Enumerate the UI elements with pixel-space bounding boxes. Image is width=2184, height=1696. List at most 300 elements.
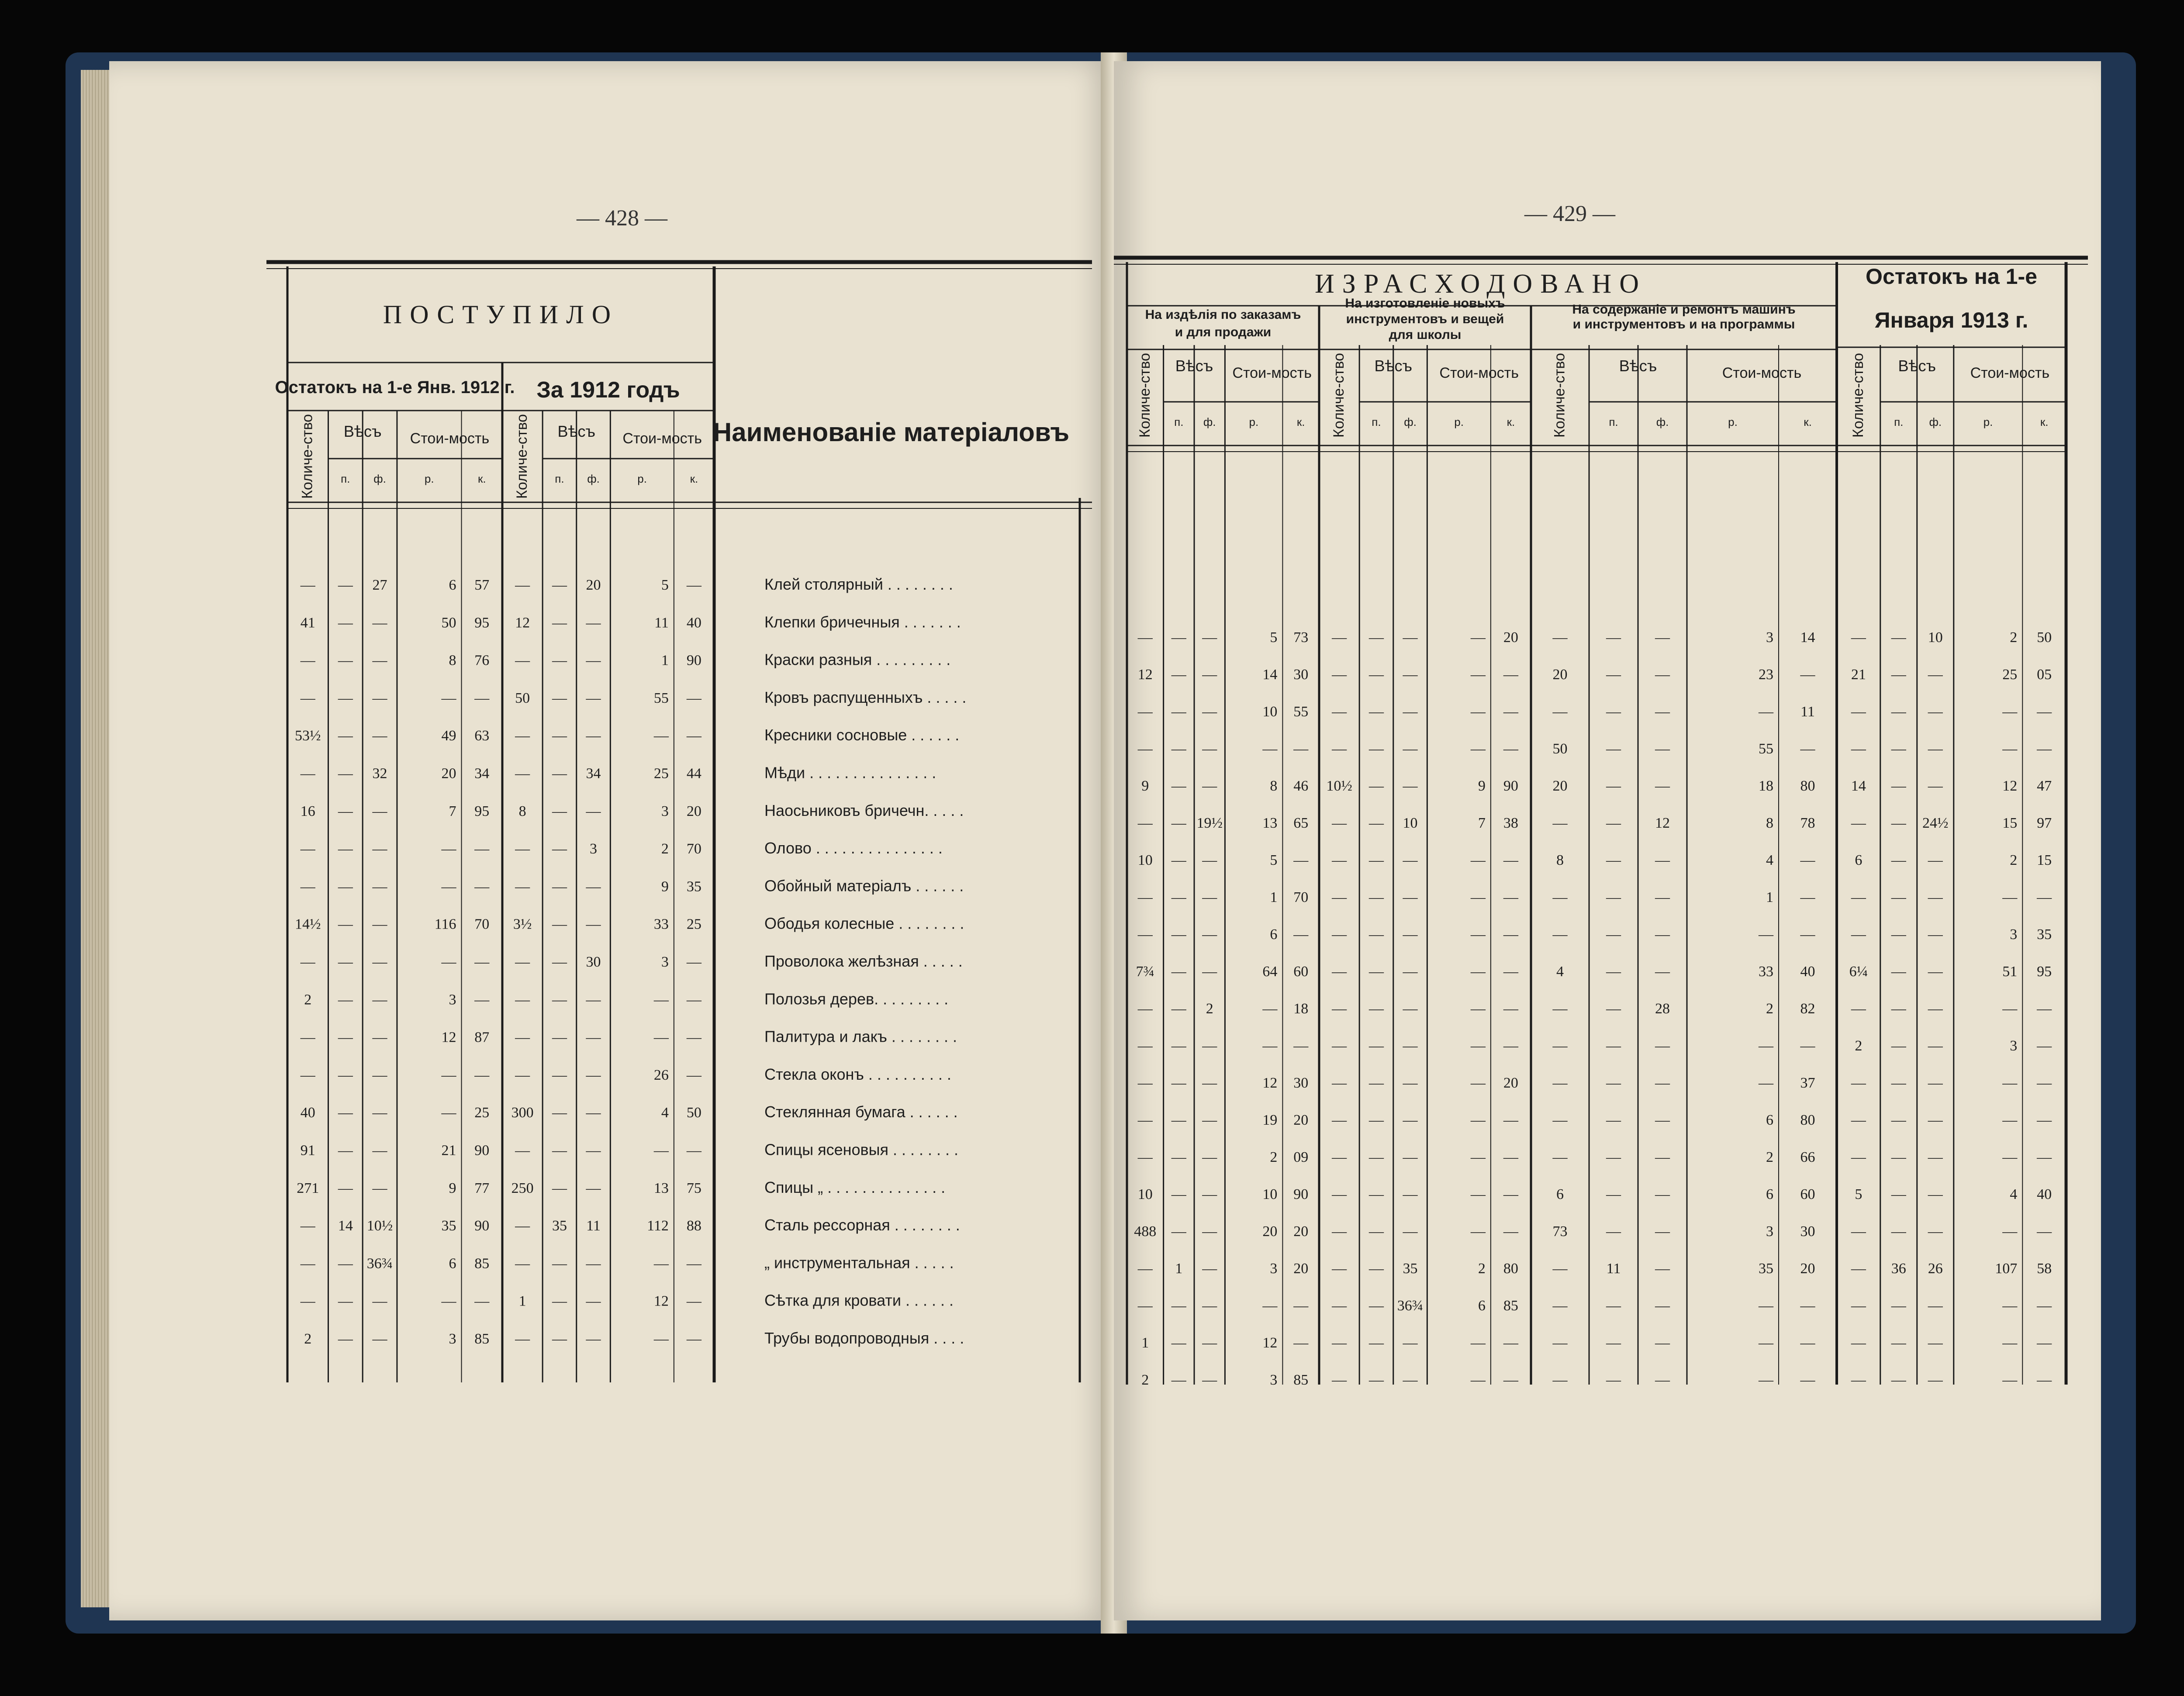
right-cell: — <box>1332 964 1347 980</box>
year-weight-label: Вѣсъ <box>557 422 596 440</box>
right-cell: — <box>1851 1001 1866 1017</box>
left-cell: — <box>686 1029 702 1046</box>
right-cell: 85 <box>1293 1372 1309 1388</box>
right-cell: — <box>1293 1038 1309 1054</box>
left-cell: — <box>300 765 315 782</box>
left-cell: 63 <box>474 728 490 744</box>
section-title-received: ПОСТУПИЛО <box>383 300 619 329</box>
left-cell: — <box>372 878 387 895</box>
right-cell: 36¾ <box>1397 1298 1424 1314</box>
right-cell: — <box>1368 1335 1384 1351</box>
right-cell: — <box>1332 1149 1347 1165</box>
right-cell: — <box>1470 1112 1486 1128</box>
right-cell: — <box>1851 1149 1866 1165</box>
left-cell: — <box>441 1105 456 1121</box>
right-cell: — <box>1293 926 1309 943</box>
left-cell: 300 <box>511 1105 534 1121</box>
right-cell: 6 <box>1855 852 1863 868</box>
right-cell: 12 <box>1262 1335 1278 1351</box>
left-cell: — <box>338 878 353 895</box>
left-cell: — <box>515 1218 530 1234</box>
right-cell: — <box>1403 741 1418 757</box>
orders-grp-p-label: п. <box>1174 415 1184 428</box>
right-cell: — <box>2002 1075 2018 1091</box>
right-cell: — <box>1202 1075 1217 1091</box>
right-cell: — <box>1606 1223 1621 1240</box>
left-cell: — <box>686 1067 702 1083</box>
right-cell: — <box>1759 1372 1773 1388</box>
right-cell: 14 <box>1851 778 1866 794</box>
right-cell: — <box>1403 964 1418 980</box>
left-cell: — <box>372 1067 387 1083</box>
end-grp-weight-label: Вѣсъ <box>1898 357 1936 375</box>
left-cell: — <box>474 841 490 857</box>
right-cell: 3 <box>1766 629 1773 646</box>
right-cell: — <box>1202 704 1217 720</box>
right-cell: — <box>1655 889 1670 905</box>
material-name: Проволока желѣзная . . . . . <box>764 952 963 970</box>
right-cell: — <box>1332 741 1347 757</box>
right-cell: — <box>1137 926 1153 943</box>
left-cell: 40 <box>300 1105 315 1121</box>
right-cell: — <box>1470 629 1486 646</box>
right-cell: — <box>1851 704 1866 720</box>
right-cell: — <box>1202 1335 1217 1351</box>
right-cell: — <box>1891 1149 1906 1165</box>
right-cell: — <box>1606 1335 1621 1351</box>
left-cell: 91 <box>300 1142 315 1159</box>
right-cell: — <box>1552 1112 1568 1128</box>
material-name: Стеклянная бумага . . . . . . <box>764 1103 958 1121</box>
left-cell: — <box>372 1331 387 1347</box>
right-cell: — <box>1332 1186 1347 1202</box>
right-cell: — <box>1891 1038 1906 1054</box>
right-cell: — <box>1368 1038 1384 1054</box>
right-cell: — <box>1655 1372 1670 1388</box>
right-cell: 6 <box>1766 1112 1773 1128</box>
right-cell: 1 <box>1270 889 1278 905</box>
right-cell: — <box>1891 1372 1906 1388</box>
left-cell: — <box>552 878 567 895</box>
right-cell: — <box>1891 1186 1906 1202</box>
right-cell: 2 <box>1766 1001 1773 1017</box>
left-cell: — <box>372 841 387 857</box>
right-cell: — <box>1368 889 1384 905</box>
right-cell: 12 <box>1655 815 1670 831</box>
right-cell: — <box>1606 1038 1621 1054</box>
right-cell: — <box>1137 1038 1153 1054</box>
right-cell: 55 <box>1759 741 1773 757</box>
right-cell: 4 <box>1766 852 1773 868</box>
right-cell: — <box>1403 1038 1418 1054</box>
year-r-label: р. <box>637 472 647 485</box>
right-cell: — <box>1403 926 1418 943</box>
left-cell: 95 <box>474 803 490 819</box>
right-cell: 8 <box>1556 852 1564 868</box>
right-cell: — <box>1928 1038 1943 1054</box>
right-cell: 5 <box>1270 852 1278 868</box>
right-cell: — <box>1332 1112 1347 1128</box>
right-cell: 95 <box>2037 964 2052 980</box>
end-grp-p-label: п. <box>1894 415 1904 428</box>
right-cell: — <box>1332 1261 1347 1277</box>
right-cell: — <box>1368 1186 1384 1202</box>
right-cell: — <box>1470 1038 1486 1054</box>
right-cell: — <box>1928 1075 1943 1091</box>
right-cell: 20 <box>1503 629 1518 646</box>
maint-grp-k-label: к. <box>1804 415 1812 428</box>
material-name: Обойный матеріалъ . . . . . . <box>764 877 964 895</box>
left-cell: 1 <box>518 1293 526 1309</box>
year-f-label: ф. <box>587 472 600 485</box>
left-cell: 12 <box>515 615 530 631</box>
left-cell: 88 <box>686 1218 702 1234</box>
material-name: Сталь рессорная . . . . . . . . <box>764 1216 960 1234</box>
right-cell: — <box>1891 1335 1906 1351</box>
left-cell: 8 <box>518 803 526 819</box>
right-cell: 6 <box>1556 1186 1564 1202</box>
right-cell: — <box>1403 1223 1418 1240</box>
right-ledger-table <box>1114 61 2101 1620</box>
right-cell: — <box>1403 629 1418 646</box>
year-qty-label: Количе-ство <box>514 414 531 499</box>
right-cell: — <box>1851 1372 1866 1388</box>
left-cell: — <box>653 991 669 1008</box>
left-cell: — <box>515 1255 530 1272</box>
tools-grp-cost-label: Стои-мость <box>1439 365 1519 381</box>
right-cell: 23 <box>1759 667 1773 683</box>
left-cell: — <box>552 991 567 1008</box>
left-cell: — <box>300 652 315 669</box>
left-cell: — <box>552 1293 567 1309</box>
left-cell: 50 <box>515 690 530 706</box>
left-cell: — <box>338 1293 353 1309</box>
group-maint-label: На содержаніе и ремонтъ машинъ <box>1572 302 1796 317</box>
left-cell: — <box>300 841 315 857</box>
right-cell: 55 <box>1293 704 1309 720</box>
left-cell: 32 <box>372 765 387 782</box>
end-grp-cost-label: Стои-мость <box>1970 365 2050 381</box>
left-cell: — <box>586 1255 601 1272</box>
right-cell: — <box>1891 667 1906 683</box>
material-name: Кровъ распущенныхъ . . . . . <box>764 688 967 706</box>
right-cell: 3 <box>1270 1372 1278 1388</box>
left-cell: 36¾ <box>366 1255 393 1272</box>
right-cell: — <box>2037 1149 2052 1165</box>
left-cell: — <box>474 954 490 970</box>
left-cell: — <box>653 1029 669 1046</box>
right-cell: — <box>1171 852 1186 868</box>
right-cell: — <box>1759 704 1773 720</box>
right-cell: — <box>2002 1298 2018 1314</box>
right-cell: — <box>1800 741 1815 757</box>
right-cell: — <box>1137 815 1153 831</box>
right-cell: — <box>1368 1261 1384 1277</box>
right-cell: — <box>1202 1112 1217 1128</box>
right-cell: — <box>1851 1261 1866 1277</box>
left-cell: — <box>515 577 530 593</box>
left-cell: 87 <box>474 1029 490 1046</box>
right-cell: 3 <box>2010 926 2018 943</box>
right-cell: — <box>1759 926 1773 943</box>
material-name: „ инструментальная . . . . . <box>764 1254 954 1272</box>
right-cell: — <box>1171 1001 1186 1017</box>
maint-grp-qty-label: Количе-ство <box>1551 353 1568 438</box>
right-cell: 107 <box>1995 1261 2018 1277</box>
right-cell: — <box>1552 629 1568 646</box>
tools-grp-k-label: к. <box>1507 415 1515 428</box>
left-cell: — <box>338 1105 353 1121</box>
right-cell: 3 <box>1270 1261 1278 1277</box>
right-cell: — <box>1800 1038 1815 1054</box>
left-cell: 50 <box>686 1105 702 1121</box>
right-cell: — <box>1202 926 1217 943</box>
right-cell: 66 <box>1800 1149 1815 1165</box>
right-cell: 58 <box>2037 1261 2052 1277</box>
right-cell: — <box>1137 704 1153 720</box>
right-cell: — <box>1928 778 1943 794</box>
left-cell: — <box>686 577 702 593</box>
right-cell: — <box>1171 778 1186 794</box>
right-cell: — <box>1891 741 1906 757</box>
right-cell: — <box>1202 1038 1217 1054</box>
right-cell: — <box>1891 964 1906 980</box>
right-cell: — <box>1202 964 1217 980</box>
right-cell: — <box>1470 1001 1486 1017</box>
left-cell: — <box>474 690 490 706</box>
right-cell: 30 <box>1800 1223 1815 1240</box>
right-cell: 12 <box>2002 778 2018 794</box>
right-cell: — <box>1470 741 1486 757</box>
left-cell: — <box>686 1142 702 1159</box>
right-cell: — <box>1503 1038 1518 1054</box>
left-cell: — <box>515 1067 530 1083</box>
left-cell: — <box>300 878 315 895</box>
right-cell: — <box>1368 778 1384 794</box>
group-year-1912: За 1912 годъ <box>536 377 680 403</box>
right-cell: — <box>2037 741 2052 757</box>
material-name: Спицы ясеновыя . . . . . . . . <box>764 1140 959 1159</box>
right-cell: — <box>1332 1298 1347 1314</box>
right-cell: — <box>1928 964 1943 980</box>
left-cell: — <box>686 690 702 706</box>
left-cell: 20 <box>441 765 456 782</box>
right-cell: — <box>1655 964 1670 980</box>
left-cell: — <box>474 1293 490 1309</box>
start-weight-label: Вѣсъ <box>343 422 382 440</box>
right-cell: — <box>1470 1149 1486 1165</box>
right-cell: — <box>1137 1298 1153 1314</box>
left-cell: 76 <box>474 652 490 669</box>
left-cell: — <box>586 916 601 933</box>
left-cell: — <box>372 1105 387 1121</box>
left-cell: — <box>441 1293 456 1309</box>
right-cell: — <box>1655 1298 1670 1314</box>
right-cell: — <box>1368 964 1384 980</box>
right-cell: 85 <box>1503 1298 1518 1314</box>
left-cell: — <box>552 1331 567 1347</box>
left-cell: — <box>515 878 530 895</box>
right-cell: — <box>1470 704 1486 720</box>
right-cell: — <box>1851 926 1866 943</box>
left-cell: 35 <box>552 1218 567 1234</box>
right-cell: — <box>1171 1298 1186 1314</box>
left-cell: 112 <box>647 1218 669 1234</box>
left-cell: — <box>552 954 567 970</box>
left-cell: 3 <box>661 803 669 819</box>
right-cell: 3 <box>1766 1223 1773 1240</box>
right-cell: — <box>1851 1335 1866 1351</box>
right-cell: — <box>1332 1335 1347 1351</box>
right-cell: — <box>1202 1261 1217 1277</box>
right-cell: — <box>1928 1298 1943 1314</box>
right-cell: 7 <box>1478 815 1486 831</box>
left-cell: — <box>338 765 353 782</box>
left-cell: — <box>686 728 702 744</box>
right-cell: — <box>1202 889 1217 905</box>
left-cell: 116 <box>434 916 456 933</box>
right-cell: — <box>1332 1001 1347 1017</box>
right-cell: 1 <box>1175 1261 1183 1277</box>
left-cell: 11 <box>586 1218 601 1234</box>
orders-grp-qty-label: Количе-ство <box>1136 353 1153 438</box>
left-cell: 70 <box>474 916 490 933</box>
left-cell: 77 <box>474 1180 490 1196</box>
group-start-1912: Остатокъ на 1-е Янв. 1912 г. <box>275 378 515 397</box>
right-cell: 20 <box>1503 1075 1518 1091</box>
left-cell: 3 <box>449 1331 456 1347</box>
left-cell: 3½ <box>513 916 532 933</box>
right-cell: 10 <box>1262 704 1278 720</box>
right-cell: — <box>2002 1335 2018 1351</box>
right-cell: — <box>1470 889 1486 905</box>
right-cell: — <box>1202 629 1217 646</box>
right-cell: — <box>1503 889 1518 905</box>
right-cell: 2 <box>2010 629 2018 646</box>
group-tools-label: для школы <box>1389 328 1462 342</box>
right-cell: 97 <box>2037 815 2052 831</box>
right-cell: — <box>1891 1075 1906 1091</box>
left-page <box>109 61 1114 1620</box>
left-cell: — <box>586 803 601 819</box>
right-cell: — <box>1606 1186 1621 1202</box>
left-cell: 13 <box>653 1180 669 1196</box>
right-cell: — <box>1171 815 1186 831</box>
material-name: Палитура и лакъ . . . . . . . . <box>764 1027 957 1046</box>
left-cell: 12 <box>441 1029 456 1046</box>
right-cell: — <box>1606 778 1621 794</box>
year-cost-label: Стои-мость <box>622 430 702 447</box>
right-cell: — <box>1368 1112 1384 1128</box>
left-cell: 85 <box>474 1331 490 1347</box>
right-cell: — <box>1891 815 1906 831</box>
left-cell: 250 <box>511 1180 534 1196</box>
right-cell: — <box>1171 1335 1186 1351</box>
left-cell: — <box>338 728 353 744</box>
right-cell: 6 <box>1270 926 1278 943</box>
right-cell: — <box>2037 1223 2052 1240</box>
left-cell: 5 <box>661 577 669 593</box>
right-cell: 2 <box>1478 1261 1486 1277</box>
right-cell: 15 <box>2002 815 2018 831</box>
right-cell: — <box>1262 1298 1278 1314</box>
right-cell: — <box>1928 1186 1943 1202</box>
left-cell: 2 <box>304 991 312 1008</box>
left-cell: 40 <box>686 615 702 631</box>
right-cell: 37 <box>1800 1075 1815 1091</box>
right-cell: — <box>1800 926 1815 943</box>
right-cell: — <box>1606 629 1621 646</box>
right-cell: — <box>1552 1149 1568 1165</box>
tools-grp-f-label: ф. <box>1404 415 1417 428</box>
left-cell: — <box>586 1105 601 1121</box>
right-cell: — <box>1655 1075 1670 1091</box>
right-cell: — <box>1800 889 1815 905</box>
right-cell: — <box>1552 889 1568 905</box>
right-cell: — <box>2037 1075 2052 1091</box>
left-cell: — <box>441 1067 456 1083</box>
right-cell: — <box>2037 889 2052 905</box>
right-cell: — <box>1891 1001 1906 1017</box>
left-cell: — <box>515 991 530 1008</box>
left-cell: — <box>552 1255 567 1272</box>
left-cell: 8 <box>449 652 456 669</box>
right-cell: — <box>1202 1149 1217 1165</box>
right-cell: 8 <box>1766 815 1773 831</box>
right-cell: — <box>1552 1038 1568 1054</box>
right-cell: 10 <box>1403 815 1418 831</box>
right-cell: 10 <box>1262 1186 1278 1202</box>
right-cell: — <box>1171 1186 1186 1202</box>
right-cell: 64 <box>1262 964 1278 980</box>
left-cell: 53½ <box>294 728 321 744</box>
right-cell: — <box>1403 889 1418 905</box>
left-cell: — <box>552 728 567 744</box>
left-cell: — <box>515 1029 530 1046</box>
left-cell: 20 <box>586 577 601 593</box>
left-cell: 35 <box>441 1218 456 1234</box>
right-cell: — <box>1655 1335 1670 1351</box>
right-cell: — <box>1470 1223 1486 1240</box>
year-p-label: п. <box>555 472 564 485</box>
right-cell: — <box>1332 1223 1347 1240</box>
right-cell: 2 <box>2010 852 2018 868</box>
group-end-label: Января 1913 г. <box>1874 308 2028 332</box>
right-cell: 11 <box>1606 1261 1621 1277</box>
maint-grp-p-label: п. <box>1609 415 1618 428</box>
right-cell: — <box>1655 741 1670 757</box>
right-cell: 20 <box>1293 1112 1309 1128</box>
right-cell: — <box>1368 1298 1384 1314</box>
right-cell: — <box>1928 1372 1943 1388</box>
left-cell: — <box>552 1180 567 1196</box>
right-cell: — <box>1759 1038 1773 1054</box>
left-cell: 50 <box>441 615 456 631</box>
right-cell: — <box>1503 741 1518 757</box>
left-cell: — <box>552 765 567 782</box>
right-cell: 46 <box>1293 778 1309 794</box>
left-cell: — <box>338 841 353 857</box>
right-cell: — <box>1891 1223 1906 1240</box>
right-cell: — <box>1171 889 1186 905</box>
right-cell: — <box>1503 1223 1518 1240</box>
left-cell: — <box>586 615 601 631</box>
left-cell: — <box>441 690 456 706</box>
right-cell: 65 <box>1293 815 1309 831</box>
right-cell: — <box>1655 1223 1670 1240</box>
right-cell: 7¾ <box>1136 964 1155 980</box>
right-cell: — <box>2037 1372 2052 1388</box>
